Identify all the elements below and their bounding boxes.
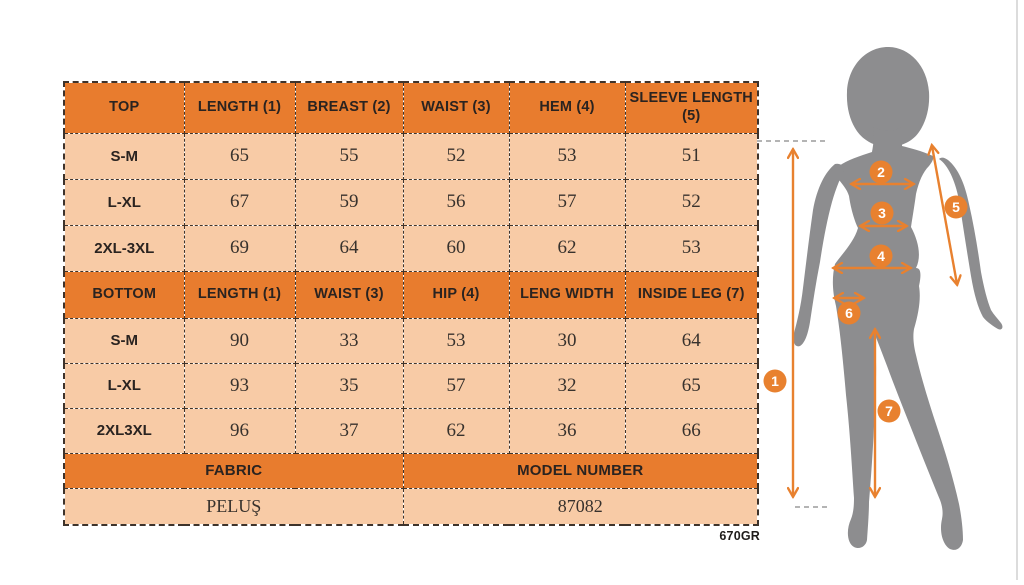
- table-cell: 57: [509, 179, 625, 225]
- table-cell: 64: [295, 225, 403, 271]
- table-cell: 93: [184, 363, 295, 408]
- marker-3: [871, 202, 894, 225]
- table-row: [64, 408, 758, 453]
- size-chart-table: [63, 81, 759, 526]
- header-length-1: LENGTH (1): [184, 82, 295, 133]
- woman-silhouette-icon: [793, 47, 1002, 550]
- size-label: S-M: [64, 133, 184, 179]
- table-cell: 35: [295, 363, 403, 408]
- model-number-value: 87082: [403, 488, 758, 525]
- table-row: [64, 225, 758, 271]
- table-cell: 30: [509, 318, 625, 363]
- table-cell: 53: [509, 133, 625, 179]
- table-cell: 59: [295, 179, 403, 225]
- marker-4: [870, 245, 893, 268]
- marker-1-label: 1: [771, 373, 779, 389]
- fabric-value: PELUŞ: [64, 488, 403, 525]
- header-waist-3: WAIST (3): [403, 82, 509, 133]
- marker-1: [764, 370, 787, 393]
- model-number-label: MODEL NUMBER: [403, 453, 758, 488]
- size-label: L-XL: [64, 363, 184, 408]
- marker-6-label: 6: [845, 305, 853, 321]
- table-cell: 60: [403, 225, 509, 271]
- table-row: [64, 363, 758, 408]
- header-hip-4: HIP (4): [403, 271, 509, 318]
- marker-4-label: 4: [877, 248, 885, 264]
- weight-footnote: 670GR: [719, 529, 760, 543]
- table-cell: 36: [509, 408, 625, 453]
- measurement-figure: [750, 0, 1024, 580]
- table-cell: 66: [625, 408, 758, 453]
- header-sleeve-length-5: SLEEVE LENGTH (5): [625, 82, 758, 133]
- table-cell: 65: [625, 363, 758, 408]
- header-top: TOP: [64, 82, 184, 133]
- table-cell: 55: [295, 133, 403, 179]
- table-cell: 96: [184, 408, 295, 453]
- size-label: L-XL: [64, 179, 184, 225]
- table-cell: 64: [625, 318, 758, 363]
- table-row: [64, 133, 758, 179]
- table-cell: 57: [403, 363, 509, 408]
- header-hem-4: HEM (4): [509, 82, 625, 133]
- header-breast-2: BREAST (2): [295, 82, 403, 133]
- header-inside-leg-7: INSIDE LEG (7): [625, 271, 758, 318]
- marker-7-label: 7: [885, 403, 893, 419]
- table-cell: 53: [403, 318, 509, 363]
- marker-6: [838, 302, 861, 325]
- marker-2: [870, 161, 893, 184]
- table-cell: 56: [403, 179, 509, 225]
- table-cell: 52: [403, 133, 509, 179]
- table-cell: 53: [625, 225, 758, 271]
- size-label: 2XL-3XL: [64, 225, 184, 271]
- table-cell: 69: [184, 225, 295, 271]
- footer-header-row: [64, 453, 758, 488]
- footer-value-row: [64, 488, 758, 525]
- marker-5-label: 5: [952, 199, 960, 215]
- header-length-1: LENGTH (1): [184, 271, 295, 318]
- top-header-row: [64, 82, 758, 133]
- table-cell: 90: [184, 318, 295, 363]
- table-row: [64, 318, 758, 363]
- bottom-header-row: [64, 271, 758, 318]
- header-bottom: BOTTOM: [64, 271, 184, 318]
- marker-3-label: 3: [878, 205, 886, 221]
- marker-5: [945, 196, 968, 219]
- size-label: S-M: [64, 318, 184, 363]
- table-row: [64, 179, 758, 225]
- page-edge-divider: [1016, 0, 1018, 580]
- fabric-label: FABRIC: [64, 453, 403, 488]
- size-chart: [63, 81, 759, 526]
- table-cell: 52: [625, 179, 758, 225]
- marker-2-label: 2: [877, 164, 885, 180]
- table-cell: 62: [509, 225, 625, 271]
- table-cell: 65: [184, 133, 295, 179]
- header-leng-width: LENG WIDTH: [509, 271, 625, 318]
- header-waist-3: WAIST (3): [295, 271, 403, 318]
- table-cell: 33: [295, 318, 403, 363]
- table-cell: 32: [509, 363, 625, 408]
- table-cell: 62: [403, 408, 509, 453]
- table-cell: 37: [295, 408, 403, 453]
- table-cell: 67: [184, 179, 295, 225]
- size-label: 2XL3XL: [64, 408, 184, 453]
- female-silhouette-diagram: [750, 0, 1024, 580]
- table-cell: 51: [625, 133, 758, 179]
- marker-7: [878, 400, 901, 423]
